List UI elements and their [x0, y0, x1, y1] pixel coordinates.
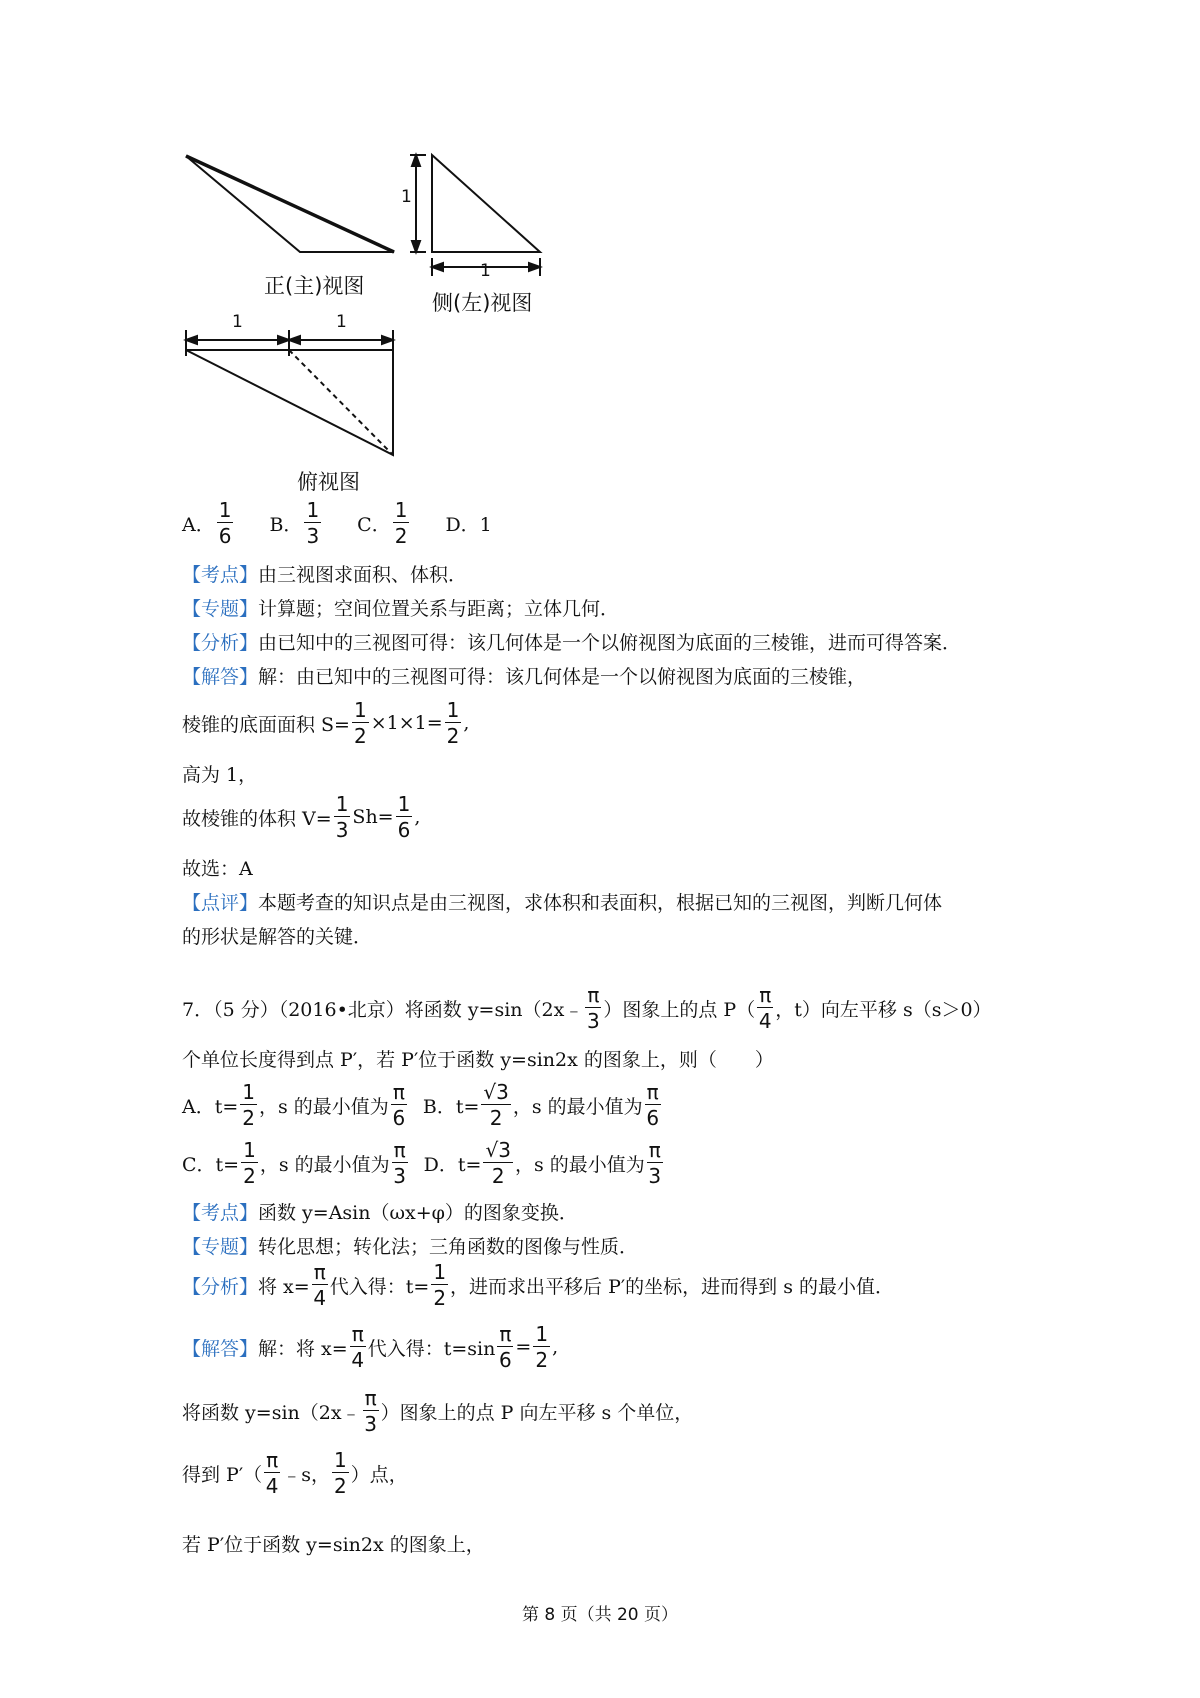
option-c-label: C．: [357, 513, 391, 536]
page-footer: 第 8 页（共 20 页）: [521, 1605, 679, 1625]
option-b-label: B．: [269, 513, 303, 536]
option-a-label: A．: [182, 513, 215, 536]
top-view: [186, 330, 393, 455]
q6-kaodian: 【考点】 由三视图求面积、体积．: [182, 564, 468, 586]
dim-top-left: 1: [232, 312, 243, 332]
q7-stem-1: 7．（5 分）（2016•北京）将函数 y=sin（2x﹣ $\frac{\pi}{3}$ ）图象上的点 P（ $\frac{\pi}{4}$ ，t）向左平移 s（s＞0）: [182, 983, 992, 1033]
top-view-caption: 俯视图: [297, 470, 360, 494]
q6-fenxi: 【分析】 由已知中的三视图可得：该几何体是一个以俯视图为底面的三棱锥，进而可得答案．: [182, 632, 962, 654]
q6-choose-line: 故选：A: [182, 858, 253, 880]
q7-line-3: 得到 P′（ $\frac{\pi}{4}$ ﹣s， $\frac{1}{2}$ ）点，: [182, 1448, 408, 1498]
q6-height-line: 高为 1，: [182, 764, 258, 786]
side-view-caption: 侧(左)视图: [432, 291, 533, 315]
dim-side-height: 1: [401, 187, 412, 207]
option-a-fraction: $\frac{1}{6}$: [218, 498, 232, 548]
q7-fenxi: 【分析】 将 x= $\frac{\pi}{4}$ 代入得：t= $\frac{1}{2}$ ，进而求出平移后 P′的坐标，进而得到 s 的最小值．: [182, 1260, 895, 1310]
front-view-caption: 正(主)视图: [264, 274, 365, 298]
side-view: [410, 155, 540, 276]
q7-line-2: 将函数 y=sin（2x﹣ $\frac{\pi}{3}$ ）图象上的点 P 向左平移 s 个单位，: [182, 1386, 694, 1436]
q6-zhuanti: 【专题】 计算题；空间位置关系与距离；立体几何．: [182, 598, 620, 620]
q7-stem-2: 个单位长度得到点 P′，若 P′位于函数 y=sin2x 的图象上，则（ ）: [182, 1049, 774, 1071]
q6-volume-line: 故棱锥的体积 V= $\frac{1}{3}$ Sh= $\frac{1}{6}$ ,: [182, 792, 421, 842]
q7-jieda: 【解答】 解：将 x= $\frac{\pi}{4}$ 代入得：t=sin $\frac{\pi}{6}$ = $\frac{1}{2}$ ,: [182, 1322, 559, 1372]
front-view: [186, 156, 394, 252]
three-view-figure: [0, 0, 1200, 500]
q6-jieda: 【解答】 解：由已知中的三视图可得：该几何体是一个以俯视图为底面的三棱锥，: [182, 666, 867, 688]
dim-side-width: 1: [480, 261, 491, 281]
q7-zhuanti: 【专题】 转化思想；转化法；三角函数的图像与性质．: [182, 1236, 639, 1258]
q6-dianping-1: 【点评】 本题考查的知识点是由三视图，求体积和表面积，根据已知的三视图，判断几何体: [182, 892, 943, 914]
q6-dianping-2: 的形状是解答的关键．: [182, 926, 373, 948]
q7-options-ab: A．t= $\frac{1}{2}$ ，s 的最小值为 $\frac{\pi}{6}$ B．t= $\frac{√3}{2}$ ，s 的最小值为 $\frac{\pi}{6}$: [182, 1080, 660, 1130]
dim-top-right: 1: [336, 312, 347, 332]
option-b-fraction: $\frac{1}{3}$: [306, 498, 320, 548]
q7-kaodian: 【考点】 函数 y=Asin（ωx+φ）的图象变换．: [182, 1202, 578, 1224]
q7-line-4: 若 P′位于函数 y=sin2x 的图象上，: [182, 1534, 485, 1556]
option-d-label: D．1: [445, 513, 492, 536]
option-c-fraction: $\frac{1}{2}$: [394, 498, 408, 548]
q6-area-line: 棱锥的底面面积 S= $\frac{1}{2}$ ×1×1= $\frac{1}{2}$ ,: [182, 698, 470, 748]
q7-options-cd: C．t= $\frac{1}{2}$ ，s 的最小值为 $\frac{\pi}{3}$ D．t= $\frac{√3}{2}$ ，s 的最小值为 $\frac{\pi}{3}$: [182, 1138, 662, 1188]
q6-options: [182, 500, 492, 546]
